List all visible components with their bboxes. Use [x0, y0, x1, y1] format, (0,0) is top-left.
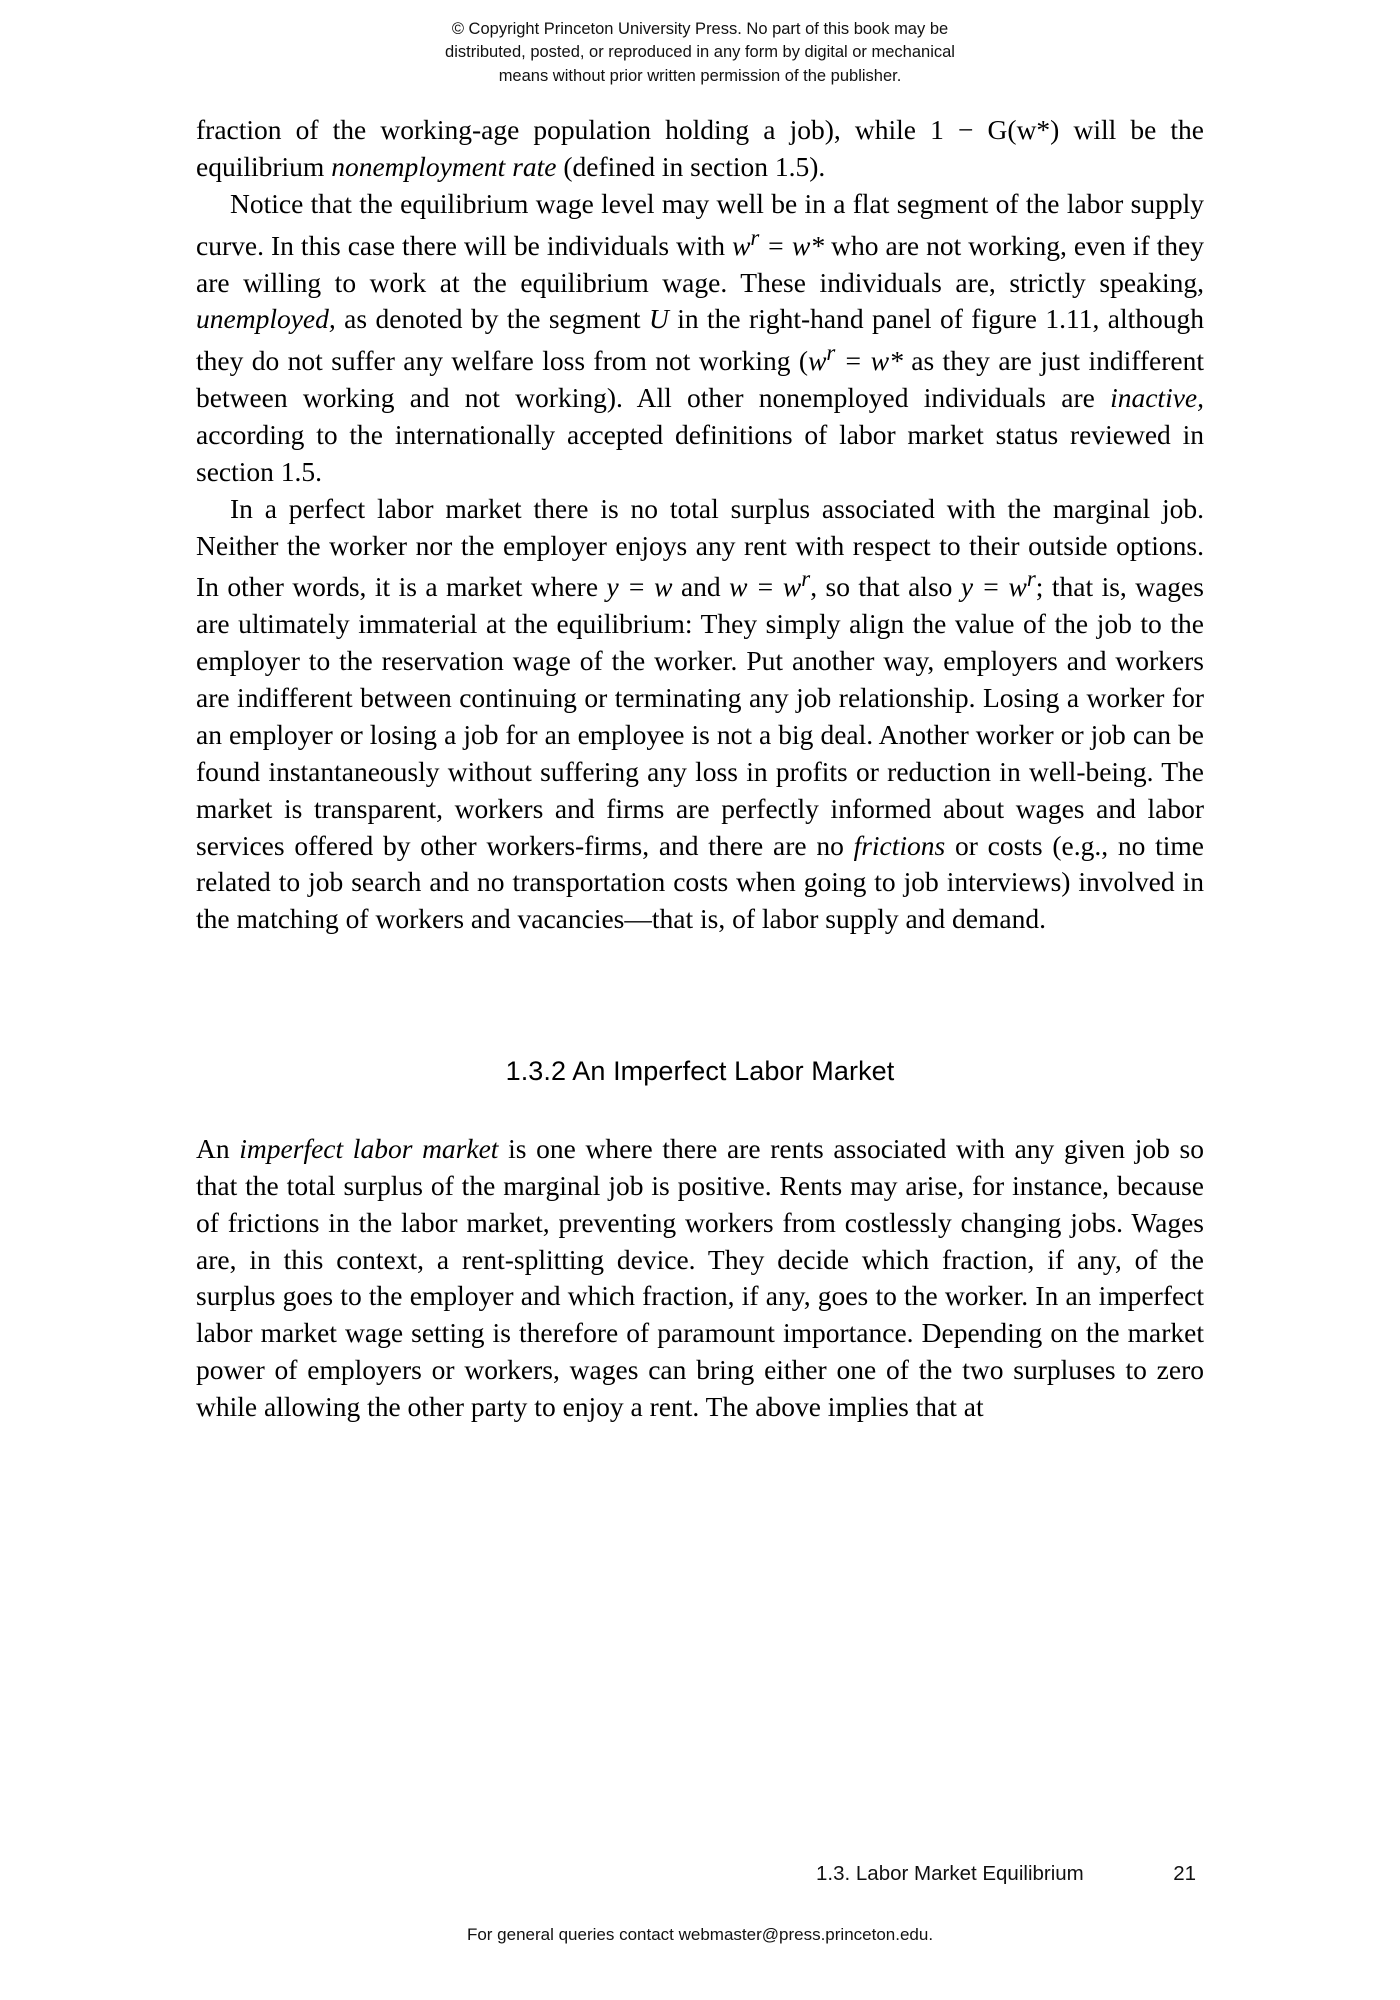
- p4-text-1: An: [196, 1133, 240, 1165]
- p2-math-wr: w: [732, 229, 751, 261]
- p3-text-4: ; that is, wages are ultimately immaterial at the equilibrium: They simply align the value of the job to the employer to the reservation wage of the worker. Put another way, employers and workers are indifferent between continuing or terminating any job relationship. Losing a worker for an employer or losing a job for an employee is not a big deal. Another worker or job can be found instantaneously without suffering any loss in profits or reduction in well-being. The market is transparent, workers and firms are perfectly informed about wages and labor services offered by other workers-firms, and there are no: [196, 571, 1204, 861]
- p2-text-5: as they are just indifferent between working and not working). All other nonemployed individuals are: [196, 345, 1204, 414]
- general-queries-notice: For general queries contact webmaster@press.princeton.edu.: [466, 1925, 934, 1944]
- continued-text-a: fraction of the working-age population holding a job), while 1 − G(w*): [196, 114, 1060, 145]
- p2-math-wr-2: w: [808, 345, 827, 377]
- p4-text-2: is one where there are rents associated with any given job so that the total surplus of the marginal job is positive. Rents may arise, for instance, because of frictions in the labor market, preventing workers from costlessly changing jobs. Wages are, in this context, a rent-splitting device. They decide which fraction, if any, of the surplus goes to the employer and which fraction, if any, goes to the worker. In an imperfect labor market wage setting is therefore of paramount importance. Depending on the market power of employers or workers, wages can bring either one of the two surpluses to zero while allowing the other party to enjoy a rent. The above implies that at: [196, 1133, 1204, 1422]
- p3-text-5: or costs (e.g., no time related to job search and no transportation costs when going to job interviews) involved in the matching of workers and vacancies—that is, of labor supply and demand.: [196, 829, 1204, 935]
- page-body: [196, 112, 1204, 1426]
- spacer-before-heading: [196, 938, 1204, 1056]
- p2-sup-r-1: r: [750, 224, 760, 250]
- paragraph-equilibrium-wage: [196, 186, 1204, 491]
- p3-math-y-eq-w: y = w: [606, 571, 673, 603]
- running-head: 1.3. Labor Market Equilibrium: [816, 1862, 1084, 1885]
- term-unemployed: unemployed,: [196, 303, 336, 335]
- page-footer: [196, 1862, 1204, 1886]
- p2-sup-r-2: r: [826, 340, 836, 366]
- p2-math-eq-wstar-2: = w*: [835, 345, 903, 377]
- continued-text-b-post: (defined in section 1.5).: [556, 150, 826, 182]
- p2-math-eq-wstar: = w*: [759, 229, 825, 261]
- copyright-notice: [0, 18, 1400, 88]
- p3-sup-r-1: r: [801, 566, 811, 592]
- page-number: 21: [1173, 1862, 1196, 1885]
- term-frictions: frictions: [853, 829, 946, 861]
- p3-text-2: and: [672, 571, 730, 603]
- p2-text-4: in the right-hand panel of figure 1.11, although they do not suffer any welfare loss from not working (: [196, 303, 1204, 377]
- term-imperfect-labor-market: imperfect labor market: [239, 1133, 499, 1165]
- paragraph-continued: [196, 112, 1204, 186]
- paragraph-perfect-labor-market: [196, 491, 1204, 938]
- p3-math-w-eq-wr: w = w: [729, 571, 802, 603]
- p3-math-y-eq-wr: y = w: [960, 571, 1027, 603]
- p2-math-U: U: [648, 303, 669, 335]
- term-nonemployment-rate: nonemployment rate: [331, 150, 557, 182]
- p3-text-3: , so that also: [810, 571, 961, 603]
- paragraph-imperfect-labor-market: [196, 1131, 1204, 1426]
- p2-text-3: as denoted by the segment: [335, 303, 649, 335]
- continued-text-b-pre: will be the equilibrium: [196, 114, 1204, 182]
- p2-text-6: according to the internationally accepted definitions of labor market status reviewed in section 1.5.: [196, 419, 1204, 487]
- p2-text-2: who are not working, even if they are willing to work at the equilibrium wage. These individuals are, strictly speaking,: [196, 229, 1204, 298]
- term-inactive: inactive,: [1110, 382, 1204, 414]
- copyright-line-2: distributed, posted, or reproduced in any form by digital or mechanical: [445, 43, 955, 62]
- p3-sup-r-2: r: [1026, 566, 1036, 592]
- p2-text-1: Notice that the equilibrium wage level may well be in a flat segment of the labor supply curve. In this case there will be individuals with: [196, 187, 1204, 261]
- section-heading: 1.3.2 An Imperfect Labor Market: [505, 1056, 895, 1087]
- copyright-line-3: means without prior written permission of the publisher.: [498, 66, 902, 85]
- spacer-after-heading: [196, 1087, 1204, 1131]
- p3-text-1: In a perfect labor market there is no total surplus associated with the marginal job. Neither the worker nor the employer enjoys any rent with respect to their outside options. In other words, it is a market where: [196, 492, 1204, 603]
- copyright-line-1: © Copyright Princeton University Press. No part of this book may be: [451, 20, 949, 38]
